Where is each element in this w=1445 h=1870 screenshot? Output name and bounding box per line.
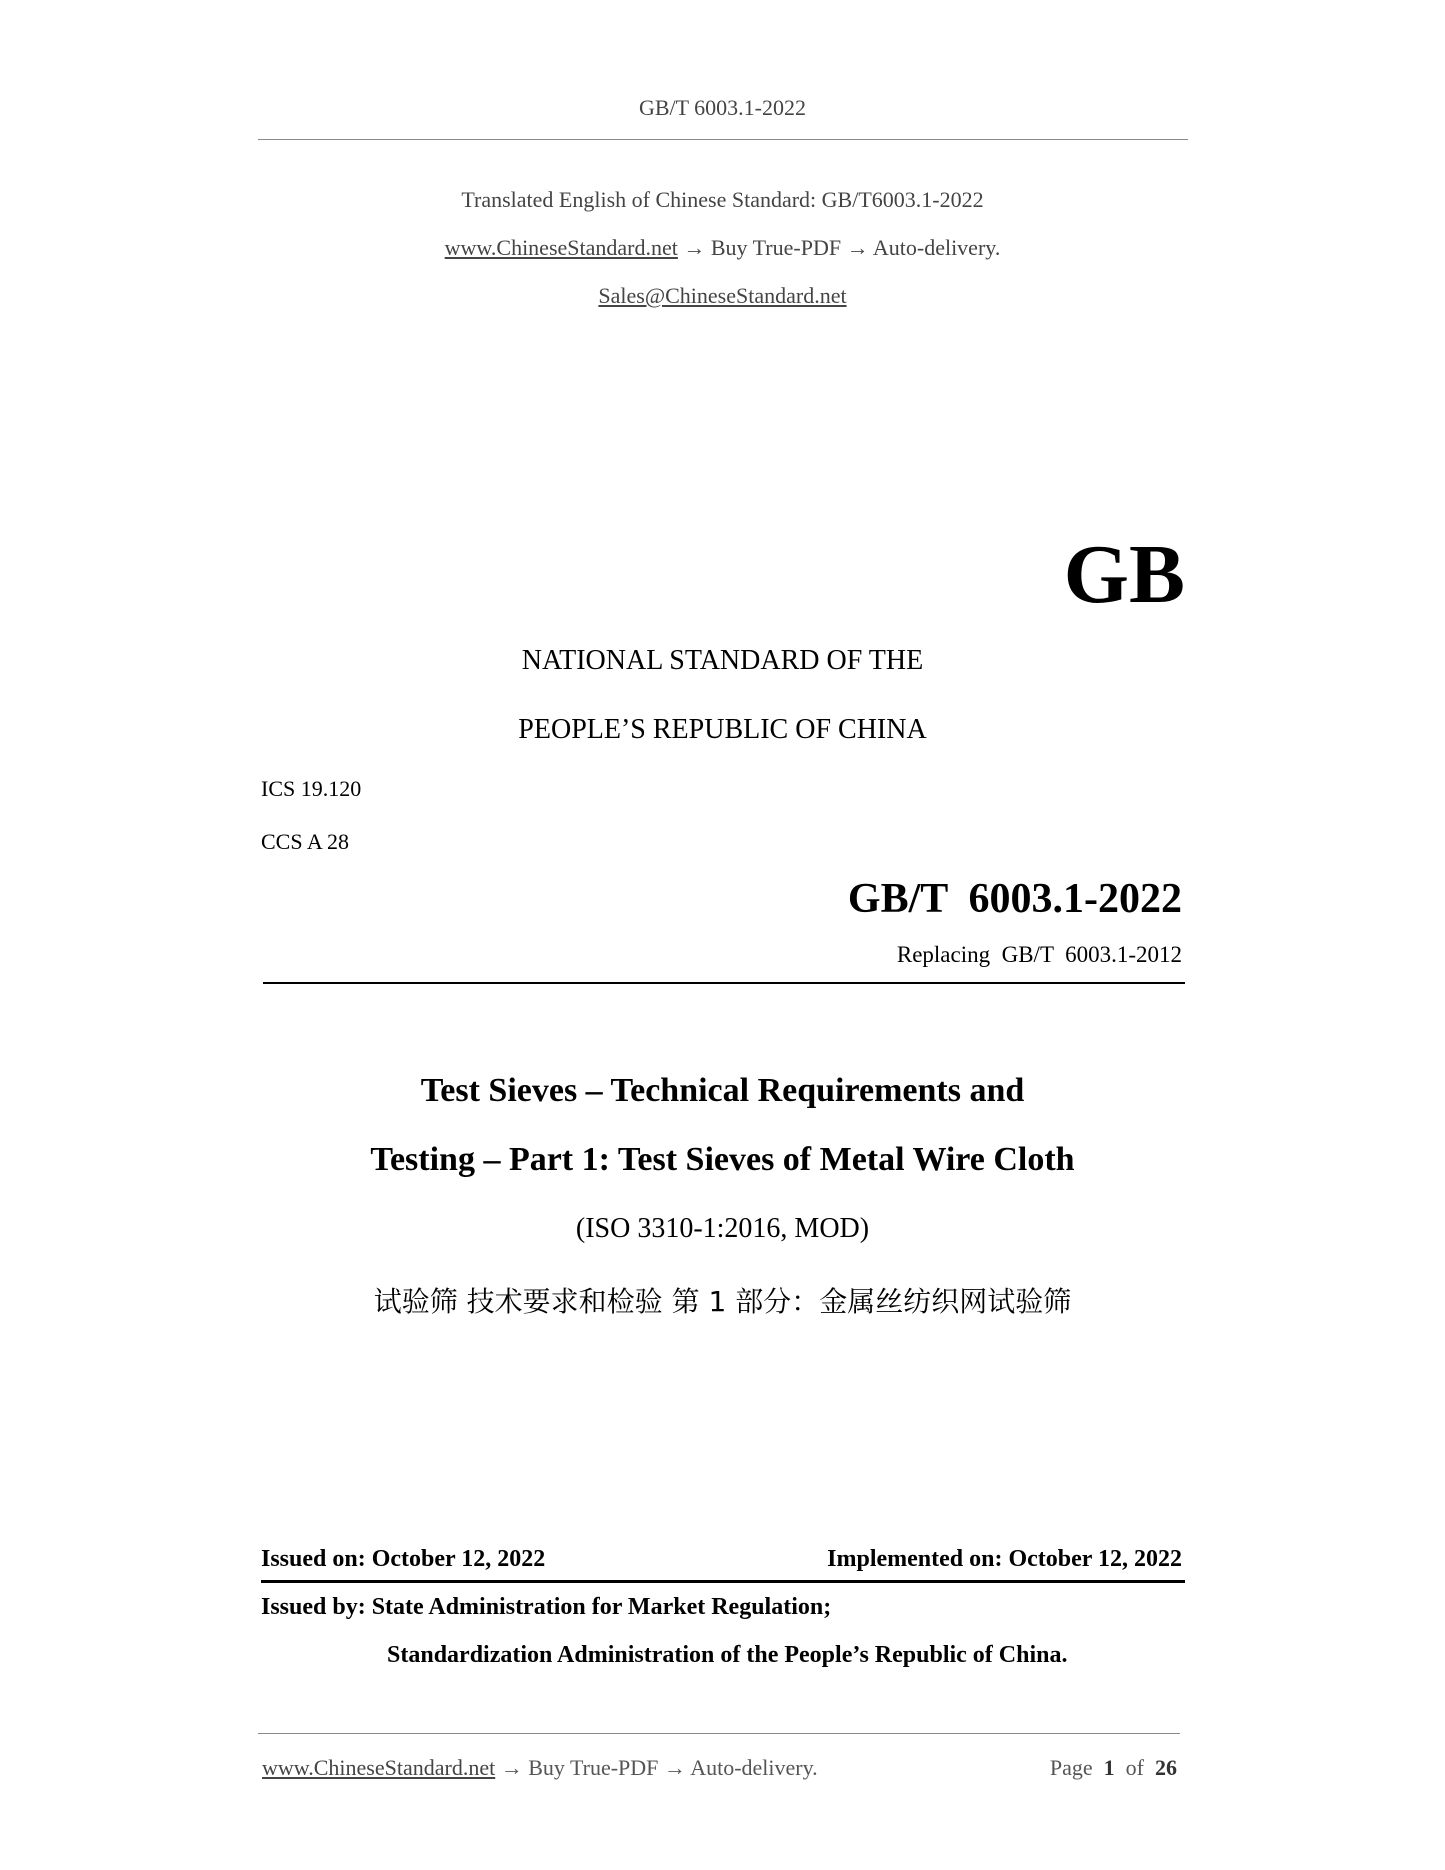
promo-translation-line: Translated English of Chinese Standard: GB/T6003.1-2022	[461, 187, 984, 212]
footer-site-link[interactable]: www.ChineseStandard.net	[262, 1755, 496, 1780]
page-total: 26	[1155, 1755, 1177, 1780]
page-current: 1	[1103, 1755, 1115, 1780]
standard-number-divider	[263, 982, 1185, 984]
national-standard-line2: PEOPLE’S REPUBLIC OF CHINA	[518, 714, 927, 745]
of-label: of	[1125, 1755, 1144, 1780]
replacing-standard: Replacing GB/T 6003.1-2012	[896, 942, 1182, 967]
page-label: Page	[1049, 1755, 1093, 1780]
chinese-title: 试验筛 技术要求和检验 第 1 部分：金属丝纺织网试验筛	[373, 1285, 1072, 1318]
header-standard-code: GB/T 6003.1-2022	[638, 95, 807, 120]
purchase-text: → Buy True-PDF → Auto-delivery.	[677, 235, 1001, 260]
header-divider	[258, 139, 1188, 140]
footer-divider	[258, 1733, 1180, 1734]
promo-email-line	[0, 283, 1445, 309]
standard-number: GB/T 6003.1-2022	[847, 876, 1182, 922]
issued-by-line2: Standardization Administration of the People’s Republic of China.	[387, 1642, 1068, 1668]
footer-purchase-text: → Buy True-PDF → Auto-delivery.	[495, 1755, 818, 1780]
ccs-code: CCS A 28	[261, 829, 350, 854]
site-link[interactable]: www.ChineseStandard.net	[444, 235, 678, 260]
issuance-divider	[261, 1580, 1185, 1583]
national-standard-line1: NATIONAL STANDARD OF THE	[521, 645, 924, 676]
email-link[interactable]: Sales@ChineseStandard.net	[598, 283, 847, 308]
gb-mark: GB	[1063, 528, 1185, 621]
issued-by-line1: Issued by: State Administration for Market Regulation;	[261, 1594, 832, 1620]
ics-code: ICS 19.120	[261, 776, 362, 801]
iso-reference: (ISO 3310-1:2016, MOD)	[575, 1213, 870, 1244]
document-title-line1: Test Sieves – Technical Requirements and	[420, 1072, 1025, 1109]
implemented-on-date: Implemented on: October 12, 2022	[827, 1546, 1182, 1572]
footer-purchase-line	[262, 1755, 818, 1781]
document-title-line2: Testing – Part 1: Test Sieves of Metal Wire Cloth	[370, 1141, 1075, 1178]
promo-purchase-line	[0, 235, 1445, 261]
page-indicator	[1050, 1755, 1177, 1781]
issued-on-date: Issued on: October 12, 2022	[261, 1546, 546, 1572]
